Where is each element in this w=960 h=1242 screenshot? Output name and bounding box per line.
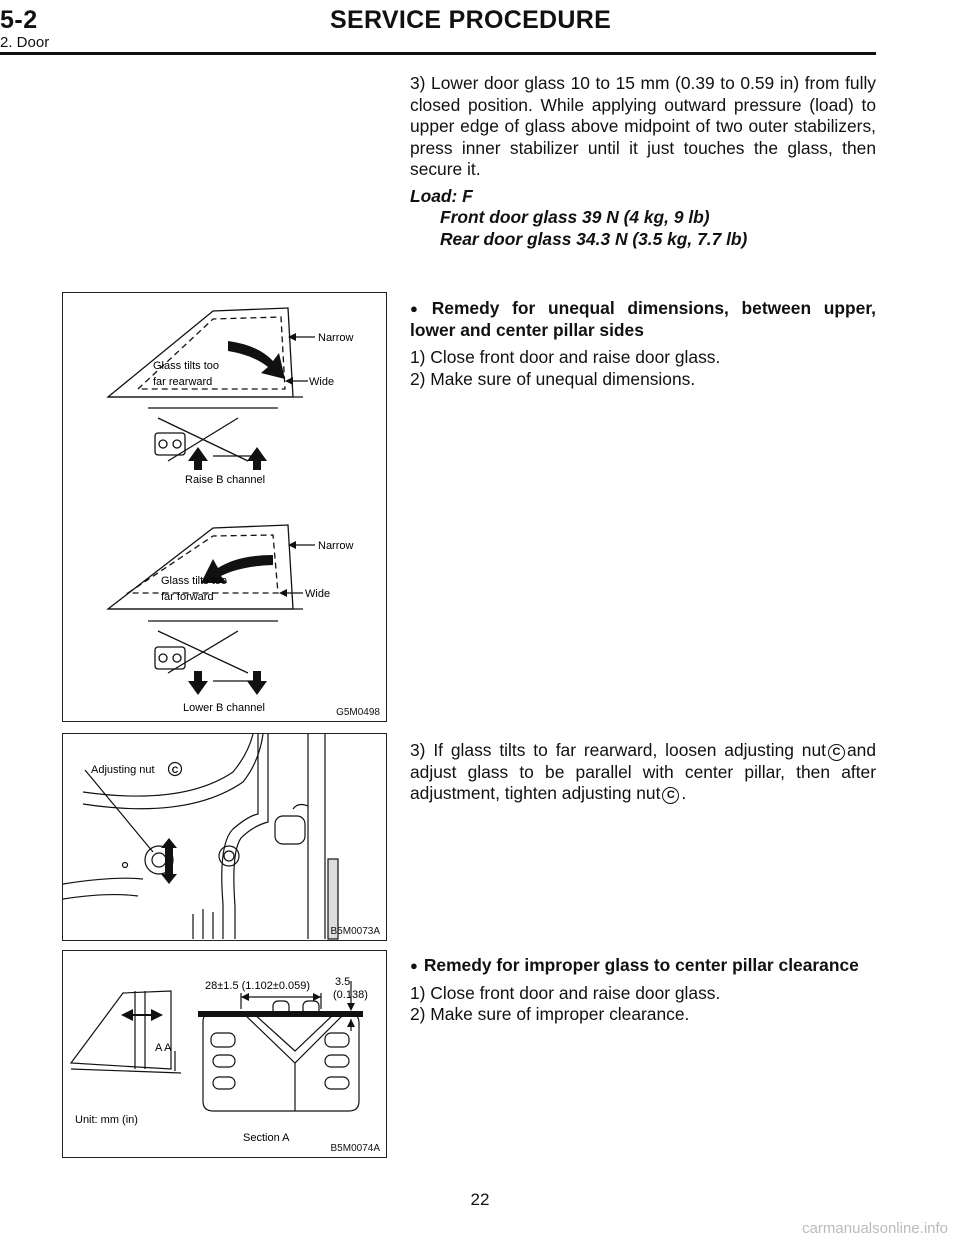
label-lower-b-channel: Lower B channel (183, 702, 265, 714)
figure-adjusting-nut (62, 733, 387, 941)
header-rule (0, 52, 876, 55)
mark-c-icon: C (828, 744, 845, 761)
remedy-heading (410, 298, 876, 341)
step-1: 1) Close front door and raise door glass. (410, 982, 721, 1003)
label-dimension-main: 28±1.5 (1.102±0.059) (205, 980, 311, 992)
step-3-adjust-nut (410, 740, 876, 805)
label-mark-c: C (171, 765, 179, 775)
label-section-a: Section A (243, 1132, 290, 1144)
label-narrow-bottom: Narrow (318, 540, 354, 552)
bullet-icon: ● (410, 958, 418, 973)
label-wide-bottom: Wide (305, 588, 331, 600)
pillar-clearance-diagram (63, 951, 388, 1159)
watermark: carmanualsonline.info (802, 1220, 948, 1237)
load-label: Load: F (410, 185, 473, 206)
remedy-heading-text: Remedy for unequal dimensions, between upper, lower and center pillar sides (410, 298, 876, 340)
step-3-lower-glass (410, 73, 876, 250)
step-1: 1) Close front door and raise door glass. (410, 347, 721, 367)
step-2: 2) Make sure of unequal dimensions. (410, 368, 696, 389)
label-tilt-rearward-2: far rearward (153, 376, 213, 388)
step-3-text-c: . (681, 783, 687, 803)
label-gap-value: 3.5 (335, 976, 351, 988)
figure-code: B5M0073A (330, 926, 380, 937)
label-wide-top: Wide (309, 376, 335, 388)
adjusting-nut-diagram (63, 734, 388, 942)
figure-code: G5M0498 (336, 707, 380, 718)
step-3-text-a: 3) If glass tilts to far rearward, loosen adjusting nut (410, 740, 826, 760)
label-section-marks: A A (155, 1042, 172, 1054)
section-subtitle: 2. Door (0, 34, 50, 51)
label-gap-value-in: (0.138) (333, 989, 368, 1001)
label-narrow-top: Narrow (318, 332, 354, 344)
step-3-text-b: and adjust glass to be parallel with center pillar, then after adjustment, tighten adjusting nut (410, 740, 876, 803)
label-tilt-rearward-1: Glass tilts too (153, 360, 220, 372)
remedy-clearance-heading (410, 955, 876, 977)
page-title: SERVICE PROCEDURE (330, 6, 612, 34)
step-3-adjust-paragraph (410, 740, 876, 805)
label-unit: Unit: mm (in) (75, 1114, 138, 1126)
glass-tilt-diagram (63, 293, 388, 723)
load-rear-value: Rear door glass 34.3 N (3.5 kg, 7.7 lb) (440, 228, 748, 249)
label-adjusting-nut: Adjusting nut (91, 764, 155, 776)
figure-glass-tilt (62, 292, 387, 722)
remedy-clearance-heading-text: Remedy for improper glass to center pillar clearance (423, 955, 859, 975)
step-2: 2) Make sure of improper clearance. (410, 1004, 690, 1024)
page-number: 22 (470, 1190, 490, 1209)
figure-pillar-clearance (62, 950, 387, 1158)
step-3-paragraph: 3) Lower door glass 10 to 15 mm (0.39 to 0.59 in) from fully closed position. While applying outward pressure (load) to upper edge of glass above midpoint of two outer stabilizers, press inner stabilizer until it just touches the glass, then secure it. (410, 73, 876, 179)
mark-c-icon: C (662, 787, 679, 804)
bullet-icon: ● (410, 301, 426, 316)
load-front-value: Front door glass 39 N (4 kg, 9 lb) (440, 207, 710, 227)
label-raise-b-channel: Raise B channel (185, 474, 266, 486)
figure-code: B5M0074A (330, 1143, 380, 1154)
remedy-unequal-dimensions (410, 298, 876, 390)
remedy-pillar-clearance (410, 955, 876, 1026)
label-tilt-forward-2: far forward (161, 591, 214, 603)
section-code: 5-2 (0, 6, 38, 34)
label-tilt-forward-1: Glass tilts too (161, 575, 228, 587)
